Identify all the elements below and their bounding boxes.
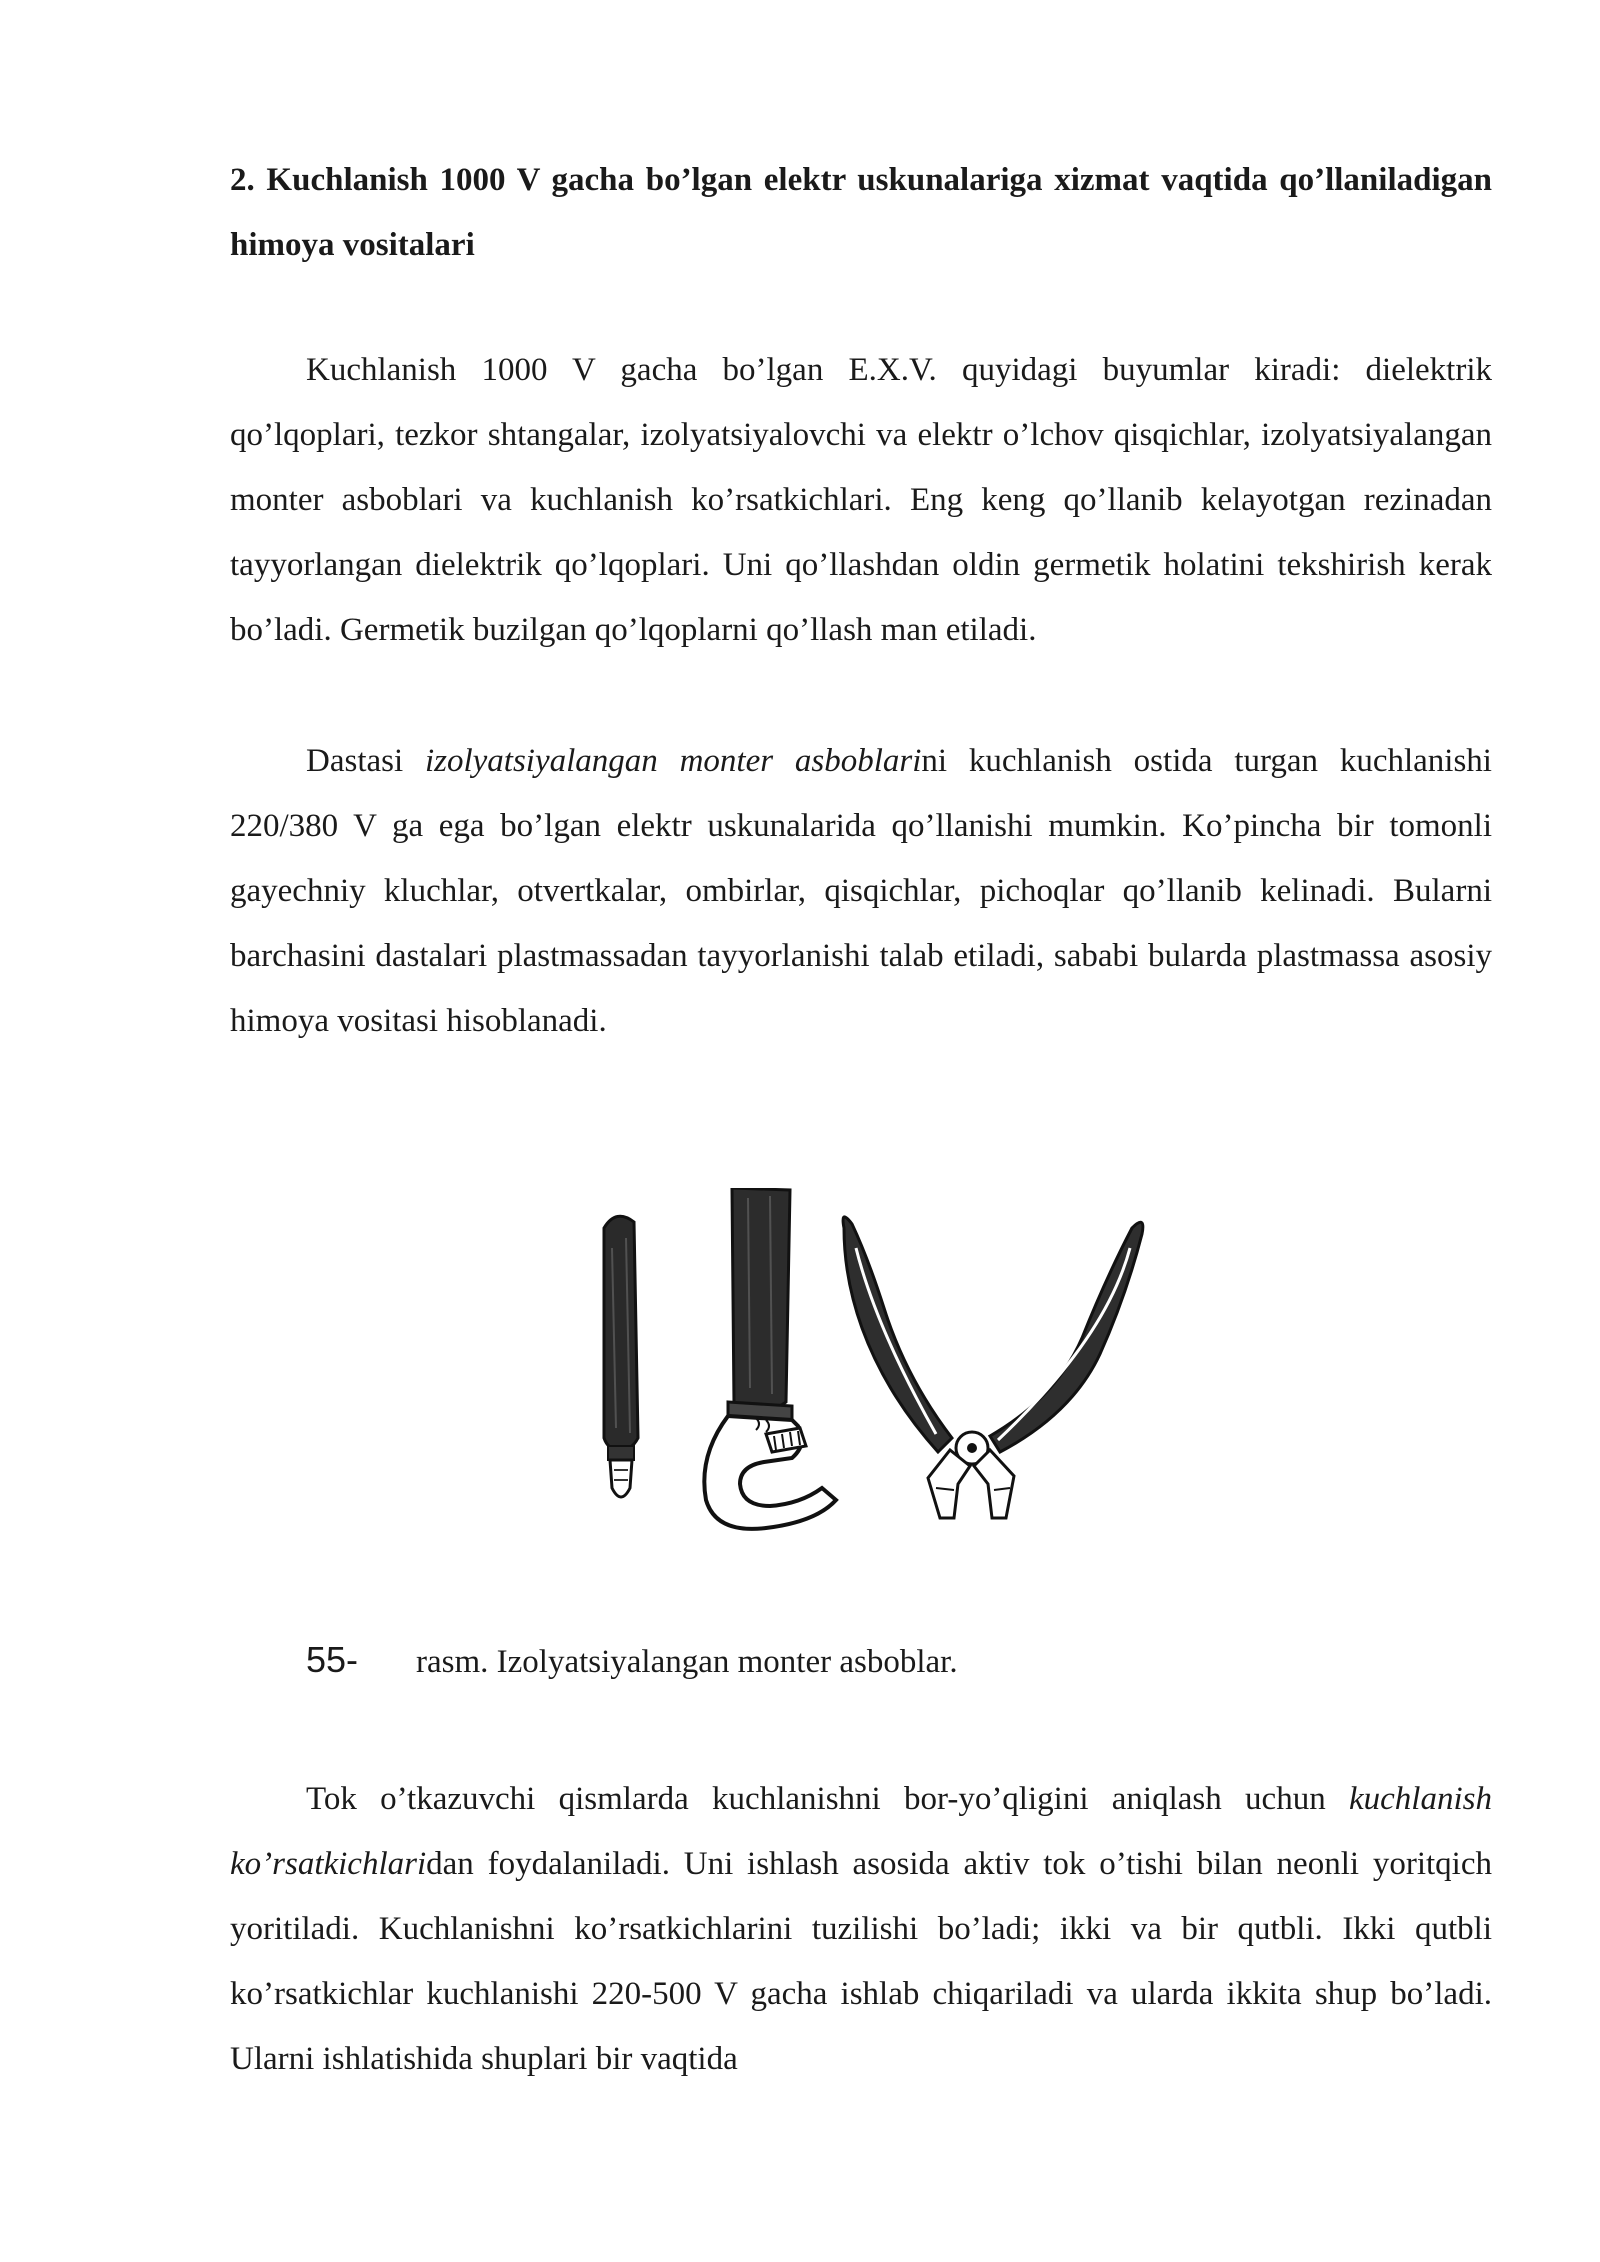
paragraph-rest: dan foydalaniladi. Uni ishlash asosida aktiv tok o’tishi bilan neonli yoritqich yoritiladi. Kuchlanishni ko’rsatkichlarini tuzilishi bo’ladi; ikki va bir qutbli. Ikki qutbli ko’rsatkichlar kuchlanishi 220-500 V gacha ishlab chiqariladi va ularda ikkita shup bo’ladi. Ularni ishlatishida shuplari bir vaqtida — [230, 1846, 1492, 2077]
paragraph-italic-term: kuchlanish ko’rsatkichlari — [230, 1781, 1492, 1882]
paragraph-protective-equipment — [230, 338, 1492, 663]
tools-figure — [586, 1188, 1476, 1548]
figure-number: 55- — [306, 1639, 359, 1680]
tools-illustration — [586, 1188, 1476, 1548]
paragraph-text: Kuchlanish 1000 V gacha bo’lgan E.X.V. quyidagi buyumlar kiradi: dielektrik qo’lqoplari, tezkor shtangalar, izolyatsiyalovchi va elektr o’lchov qisqichlar, izolyatsiyalangan monter asboblari va kuchlanish ko’rsatkichlari. Eng keng qo’llanib kelayotgan rezinadan tayyorlangan dielektrik qo’lqoplari. Uni qo’llashdan oldin germetik holatini tekshirish kerak bo’ladi. Germetik buzilgan qo’lqoplarni qo’llash man etiladi. — [230, 352, 1492, 648]
caption-text: rasm. Izolyatsiyalangan monter asboblar. — [416, 1644, 958, 1680]
adjustable-wrench-icon — [704, 1188, 836, 1529]
paragraph-rest: ni kuchlanish ostida turgan kuchlanishi 220/380 V ga ega bo’lgan elektr uskunalarida qo’llanishi mumkin. Ko’pincha bir tomonli gayechniy kluchlar, otvertkalar, ombirlar, qisqichlar, pichoqlar qo’llanib kelinadi. Bularni barchasini dastalari plastmassadan tayyorlanishi talab etiladi, sababi bularda plastmassa asosiy himoya vositasi hisoblanadi. — [230, 743, 1492, 1039]
pliers-icon — [843, 1217, 1143, 1518]
figure-caption — [306, 1630, 958, 1692]
paragraph-lead: Dastasi — [306, 743, 425, 779]
paragraph-lead: Tok o’tkazuvchi qismlarda kuchlanishni bor-yo’qligini aniqlash uchun — [306, 1781, 1350, 1817]
paragraph-italic-term: izolyatsiyalangan monter asboblari — [424, 743, 922, 779]
section-heading: 2. Kuchlanish 1000 V gacha bo’lgan elektr uskunalariga xizmat vaqtida qo’llaniladigan himoya vositalari — [230, 162, 1492, 263]
screwdriver-icon — [604, 1216, 638, 1497]
paragraph-insulated-tools — [230, 729, 1492, 1054]
paragraph-voltage-indicators — [230, 1767, 1492, 2092]
